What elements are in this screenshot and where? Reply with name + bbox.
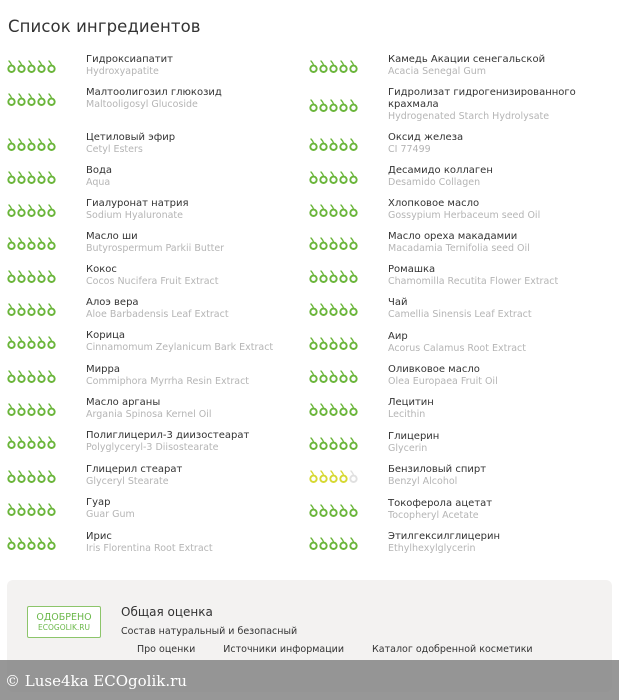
rating-leaves (7, 204, 86, 217)
leaf-icon (349, 138, 358, 151)
leaf-icon (349, 303, 358, 316)
leaf-icon (47, 470, 56, 483)
ingredient-name-latin: Macadamia Ternifolia seed Oil (388, 243, 530, 254)
link-about-ratings[interactable]: Про оценки (137, 644, 196, 655)
leaf-icon (47, 370, 56, 383)
rating-leaves (7, 403, 86, 416)
leaf-icon (309, 171, 318, 184)
ingredient-name-latin: Acorus Calamus Root Extract (388, 343, 526, 354)
ingredient-name-latin: Olea Europaea Fruit Oil (388, 376, 498, 387)
ingredient-row[interactable] (309, 331, 526, 355)
rating-leaves (309, 138, 388, 151)
leaf-icon (309, 204, 318, 217)
leaf-icon (27, 470, 36, 483)
leaf-icon (47, 204, 56, 217)
leaf-icon (309, 337, 318, 350)
leaf-icon (47, 403, 56, 416)
rating-leaves (7, 171, 86, 184)
leaf-icon (339, 470, 348, 483)
rating-leaves (309, 99, 388, 112)
leaf-icon (27, 138, 36, 151)
overall-subtitle: Состав натуральный и безопасный (121, 626, 298, 637)
rating-leaves (309, 60, 388, 73)
leaf-icon (329, 537, 338, 550)
ingredient-name-ru: Токоферола ацетат (388, 498, 493, 509)
leaf-icon (319, 337, 328, 350)
leaf-icon (319, 403, 328, 416)
leaf-icon (319, 537, 328, 550)
rating-leaves (309, 237, 388, 250)
leaf-icon (37, 436, 46, 449)
ingredient-name-latin: Tocopheryl Acetate (388, 510, 479, 521)
ingredient-row[interactable] (7, 464, 182, 488)
leaf-icon (309, 303, 318, 316)
ingredient-name-ru: Ромашка (388, 264, 436, 275)
rating-leaves (7, 60, 86, 73)
ingredient-name-ru: Масло ореха макадамии (388, 231, 518, 242)
rating-leaves (7, 436, 86, 449)
leaf-icon (27, 93, 36, 106)
page-title: Список ингредиентов (8, 17, 201, 36)
rating-leaves (7, 370, 86, 383)
rating-leaves (309, 403, 388, 416)
rating-leaves (309, 171, 388, 184)
leaf-icon (349, 204, 358, 217)
ingredient-name-latin: Argania Spinosa Kernel Oil (86, 409, 212, 420)
rating-leaves (7, 270, 86, 283)
rating-leaves (7, 93, 86, 106)
ingredient-row[interactable] (7, 497, 135, 521)
leaf-icon (319, 437, 328, 450)
leaf-icon (309, 537, 318, 550)
rating-leaves (7, 336, 86, 349)
leaf-icon (27, 303, 36, 316)
ingredient-row[interactable] (7, 430, 249, 454)
leaf-icon (319, 138, 328, 151)
leaf-icon (319, 303, 328, 316)
ingredient-row[interactable] (7, 364, 249, 388)
leaf-icon (7, 303, 16, 316)
leaf-icon (329, 370, 338, 383)
ingredient-row[interactable] (309, 297, 532, 321)
leaf-icon (7, 138, 16, 151)
leaf-icon (7, 503, 16, 516)
leaf-icon (47, 93, 56, 106)
leaf-icon (309, 403, 318, 416)
ingredient-row[interactable] (309, 397, 434, 421)
ingredient-name-latin: Sodium Hyaluronate (86, 210, 183, 221)
leaf-icon (47, 503, 56, 516)
leaf-icon (37, 270, 46, 283)
leaf-icon (319, 204, 328, 217)
leaf-icon (37, 336, 46, 349)
leaf-icon (37, 303, 46, 316)
ingredient-name-ru: Цетиловый эфир (86, 132, 176, 143)
ingredient-name-ru: Корица (86, 330, 125, 341)
leaf-icon (17, 336, 26, 349)
leaf-icon (339, 337, 348, 350)
link-approved-catalog[interactable]: Каталог одобренной косметики (372, 644, 533, 655)
ingredient-name-ru: Глицерил стеарат (86, 464, 183, 475)
ingredient-name-latin: Commiphora Myrrha Resin Extract (86, 376, 250, 387)
overall-title: Общая оценка (121, 605, 213, 619)
leaf-icon (17, 370, 26, 383)
leaf-icon (27, 436, 36, 449)
leaf-icon (27, 370, 36, 383)
ingredient-name-ru: Ирис (86, 531, 112, 542)
ingredient-name-ru: Чай (388, 297, 408, 308)
leaf-icon (17, 204, 26, 217)
ingredient-row[interactable] (309, 264, 558, 288)
ingredient-name-latin: Iris Florentina Root Extract (86, 543, 213, 554)
rating-leaves (309, 470, 388, 483)
leaf-icon (7, 204, 16, 217)
leaf-icon (309, 138, 318, 151)
leaf-icon (47, 171, 56, 184)
ingredient-name-latin: Chamomilla Recutita Flower Extract (388, 276, 559, 287)
ingredient-name-ru: Десамидо коллаген (388, 165, 493, 176)
rating-leaves (309, 270, 388, 283)
leaf-icon (339, 303, 348, 316)
leaf-icon (309, 504, 318, 517)
leaf-icon (339, 270, 348, 283)
ingredient-name-latin: Glycerin (388, 443, 428, 454)
leaf-icon (37, 403, 46, 416)
leaf-icon (17, 436, 26, 449)
leaf-icon (27, 537, 36, 550)
leaf-icon (349, 370, 358, 383)
leaf-icon (309, 99, 318, 112)
leaf-icon (17, 470, 26, 483)
leaf-icon (329, 437, 338, 450)
leaf-icon (27, 237, 36, 250)
leaf-icon (329, 204, 338, 217)
ingredient-name-ru: Масло ши (86, 231, 138, 242)
ingredient-name-ru: Гиалуронат натрия (86, 198, 189, 209)
leaf-icon (329, 270, 338, 283)
leaf-icon (339, 99, 348, 112)
leaf-icon (309, 270, 318, 283)
ingredient-name-ru: Полиглицерил-3 диизостеарат (86, 430, 250, 441)
leaf-icon (47, 60, 56, 73)
ingredient-row[interactable] (309, 498, 492, 522)
leaf-icon (309, 370, 318, 383)
leaf-icon (309, 60, 318, 73)
leaf-icon (37, 237, 46, 250)
leaf-icon (7, 436, 16, 449)
leaf-icon (349, 437, 358, 450)
leaf-icon (37, 93, 46, 106)
ingredient-row[interactable] (309, 464, 486, 488)
leaf-icon (7, 537, 16, 550)
rating-leaves (309, 537, 388, 550)
leaf-icon (319, 504, 328, 517)
leaf-icon (47, 303, 56, 316)
ingredient-row[interactable] (7, 87, 222, 111)
ingredient-row[interactable] (309, 231, 530, 255)
leaf-icon (37, 503, 46, 516)
leaf-icon (7, 370, 16, 383)
leaf-icon (339, 370, 348, 383)
leaf-icon (47, 270, 56, 283)
leaf-icon (17, 60, 26, 73)
leaf-icon (339, 403, 348, 416)
leaf-icon (329, 60, 338, 73)
ingredient-name-latin: Ethylhexylglycerin (388, 543, 476, 554)
rating-leaves (309, 370, 388, 383)
ingredient-row[interactable] (7, 54, 173, 78)
ingredient-row[interactable] (309, 531, 500, 555)
leaf-icon (339, 504, 348, 517)
ingredient-name-latin: Hydrogenated Starch Hydrolysate (388, 111, 550, 122)
leaf-icon (339, 437, 348, 450)
ingredient-name-ru: Малтоолигозил глюкозид (86, 87, 222, 98)
leaf-icon (349, 504, 358, 517)
leaf-icon (319, 370, 328, 383)
leaf-icon (27, 336, 36, 349)
leaf-icon (349, 470, 358, 483)
ingredient-name-ru: Бензиловый спирт (388, 464, 487, 475)
rating-leaves (309, 303, 388, 316)
leaf-icon (17, 93, 26, 106)
leaf-icon (27, 204, 36, 217)
badge-line1: ОДОБРЕНО (36, 612, 92, 623)
leaf-icon (27, 171, 36, 184)
rating-leaves (7, 470, 86, 483)
ingredient-name-latin: Cetyl Esters (86, 144, 143, 155)
leaf-icon (7, 171, 16, 184)
leaf-icon (339, 171, 348, 184)
ingredient-row[interactable] (7, 531, 213, 555)
leaf-icon (27, 503, 36, 516)
rating-leaves (309, 204, 388, 217)
ingredient-name-latin: Benzyl Alcohol (388, 476, 458, 487)
leaf-icon (27, 270, 36, 283)
ingredient-row[interactable] (309, 364, 498, 388)
ingredient-name-latin: Hydroxyapatite (86, 66, 159, 77)
leaf-icon (17, 138, 26, 151)
leaf-icon (17, 270, 26, 283)
ingredient-name-ru: Оливковое масло (388, 364, 480, 375)
ingredient-row[interactable] (7, 397, 212, 421)
rating-leaves (309, 337, 388, 350)
leaf-icon (329, 337, 338, 350)
leaf-icon (319, 470, 328, 483)
leaf-icon (349, 403, 358, 416)
leaf-icon (47, 336, 56, 349)
leaf-icon (37, 60, 46, 73)
leaf-icon (17, 503, 26, 516)
ingredient-name-ru: Лецитин (388, 397, 434, 408)
ingredient-name-latin: Cocos Nucifera Fruit Extract (86, 276, 219, 287)
leaf-icon (47, 436, 56, 449)
leaf-icon (7, 60, 16, 73)
leaf-icon (349, 537, 358, 550)
approved-badge (27, 606, 101, 638)
leaf-icon (17, 537, 26, 550)
leaf-icon (7, 470, 16, 483)
leaf-icon (349, 60, 358, 73)
ingredient-row[interactable] (309, 165, 493, 189)
leaf-icon (349, 337, 358, 350)
ingredient-row[interactable] (309, 431, 439, 455)
leaf-icon (329, 99, 338, 112)
rating-leaves (7, 503, 86, 516)
ingredient-name-ru: Этилгексилглицерин (388, 531, 501, 542)
link-sources[interactable]: Источники информации (223, 644, 345, 655)
leaf-icon (339, 237, 348, 250)
rating-leaves (309, 437, 388, 450)
leaf-icon (17, 403, 26, 416)
badge-line2: ECOGOLIK.RU (38, 623, 90, 632)
leaf-icon (37, 370, 46, 383)
leaf-icon (7, 403, 16, 416)
leaf-icon (329, 138, 338, 151)
rating-leaves (309, 504, 388, 517)
leaf-icon (339, 138, 348, 151)
ingredient-row[interactable] (7, 264, 219, 288)
ingredient-name-ru: Хлопковое масло (388, 198, 480, 209)
leaf-icon (319, 171, 328, 184)
leaf-icon (319, 99, 328, 112)
leaf-icon (7, 270, 16, 283)
ingredient-name-latin: Polyglyceryl-3 Diisostearate (86, 442, 219, 453)
leaf-icon (309, 470, 318, 483)
panel-links (137, 644, 533, 655)
leaf-icon (319, 237, 328, 250)
ingredient-name-latin: Cinnamomum Zeylanicum Bark Extract (86, 342, 274, 353)
leaf-icon (17, 171, 26, 184)
ingredient-name-ru: Камедь Акации сенегальской (388, 54, 546, 65)
ingredient-name-latin: Glyceryl Stearate (86, 476, 169, 487)
ingredient-name-ru: Кокос (86, 264, 117, 275)
ingredient-row[interactable] (7, 297, 229, 321)
leaf-icon (339, 204, 348, 217)
ingredient-name-latin: Lecithin (388, 409, 426, 420)
leaf-icon (37, 171, 46, 184)
leaf-icon (339, 537, 348, 550)
ingredient-name-latin: Camellia Sinensis Leaf Extract (388, 309, 532, 320)
leaf-icon (329, 171, 338, 184)
ingredient-name-ru: Масло арганы (86, 397, 161, 408)
leaf-icon (7, 93, 16, 106)
leaf-icon (17, 303, 26, 316)
leaf-icon (309, 237, 318, 250)
ingredient-name-latin: Aloe Barbadensis Leaf Extract (86, 309, 229, 320)
leaf-icon (37, 470, 46, 483)
rating-leaves (7, 303, 86, 316)
leaf-icon (329, 403, 338, 416)
leaf-icon (349, 171, 358, 184)
leaf-icon (319, 270, 328, 283)
ingredient-name-latin: Acacia Senegal Gum (388, 66, 486, 77)
leaf-icon (349, 270, 358, 283)
rating-leaves (7, 237, 86, 250)
leaf-icon (27, 403, 36, 416)
rating-leaves (7, 537, 86, 550)
ingredient-name-ru: Гидролизат гидрогенизированного крахмала (388, 87, 576, 110)
ingredient-name-ru: Аир (388, 331, 408, 342)
ingredient-name-latin: Gossypium Herbaceum seed Oil (388, 210, 541, 221)
ingredient-name-ru: Глицерин (388, 431, 440, 442)
leaf-icon (329, 470, 338, 483)
ingredient-name-latin: Butyrospermum Parkii Butter (86, 243, 225, 254)
leaf-icon (37, 537, 46, 550)
leaf-icon (319, 60, 328, 73)
ingredient-row[interactable] (309, 87, 588, 123)
leaf-icon (309, 437, 318, 450)
leaf-icon (7, 336, 16, 349)
ingredient-row[interactable] (7, 198, 189, 222)
rating-leaves (7, 138, 86, 151)
leaf-icon (329, 237, 338, 250)
leaf-icon (37, 138, 46, 151)
ingredient-row[interactable] (7, 231, 224, 255)
ingredient-name-ru: Гидроксиапатит (86, 54, 173, 65)
ingredient-row[interactable] (309, 198, 540, 222)
ingredient-name-latin: Guar Gum (86, 509, 135, 520)
watermark-text: © Luse4ka ECOgolik.ru (5, 672, 187, 690)
leaf-icon (7, 237, 16, 250)
leaf-icon (17, 237, 26, 250)
leaf-icon (27, 60, 36, 73)
ingredient-name-ru: Мирра (86, 364, 120, 375)
leaf-icon (339, 60, 348, 73)
ingredient-name-latin: Maltooligosyl Glucoside (86, 99, 198, 110)
ingredient-name-ru: Алоэ вера (86, 297, 139, 308)
ingredient-row[interactable] (309, 132, 463, 156)
ingredient-row[interactable] (7, 132, 175, 156)
leaf-icon (349, 99, 358, 112)
ingredient-name-latin: Desamido Collagen (388, 177, 481, 188)
ingredient-row[interactable] (309, 54, 545, 78)
leaf-icon (47, 138, 56, 151)
ingredient-row[interactable] (7, 165, 112, 189)
leaf-icon (47, 537, 56, 550)
ingredient-name-ru: Вода (86, 165, 113, 176)
ingredient-name-ru: Гуар (86, 497, 111, 508)
leaf-icon (37, 204, 46, 217)
leaf-icon (47, 237, 56, 250)
leaf-icon (349, 237, 358, 250)
leaf-icon (329, 303, 338, 316)
leaf-icon (329, 504, 338, 517)
ingredient-row[interactable] (7, 330, 273, 354)
ingredient-name-latin: CI 77499 (388, 144, 431, 155)
ingredient-name-ru: Оксид железа (388, 132, 464, 143)
ingredient-name-latin: Aqua (86, 177, 111, 188)
